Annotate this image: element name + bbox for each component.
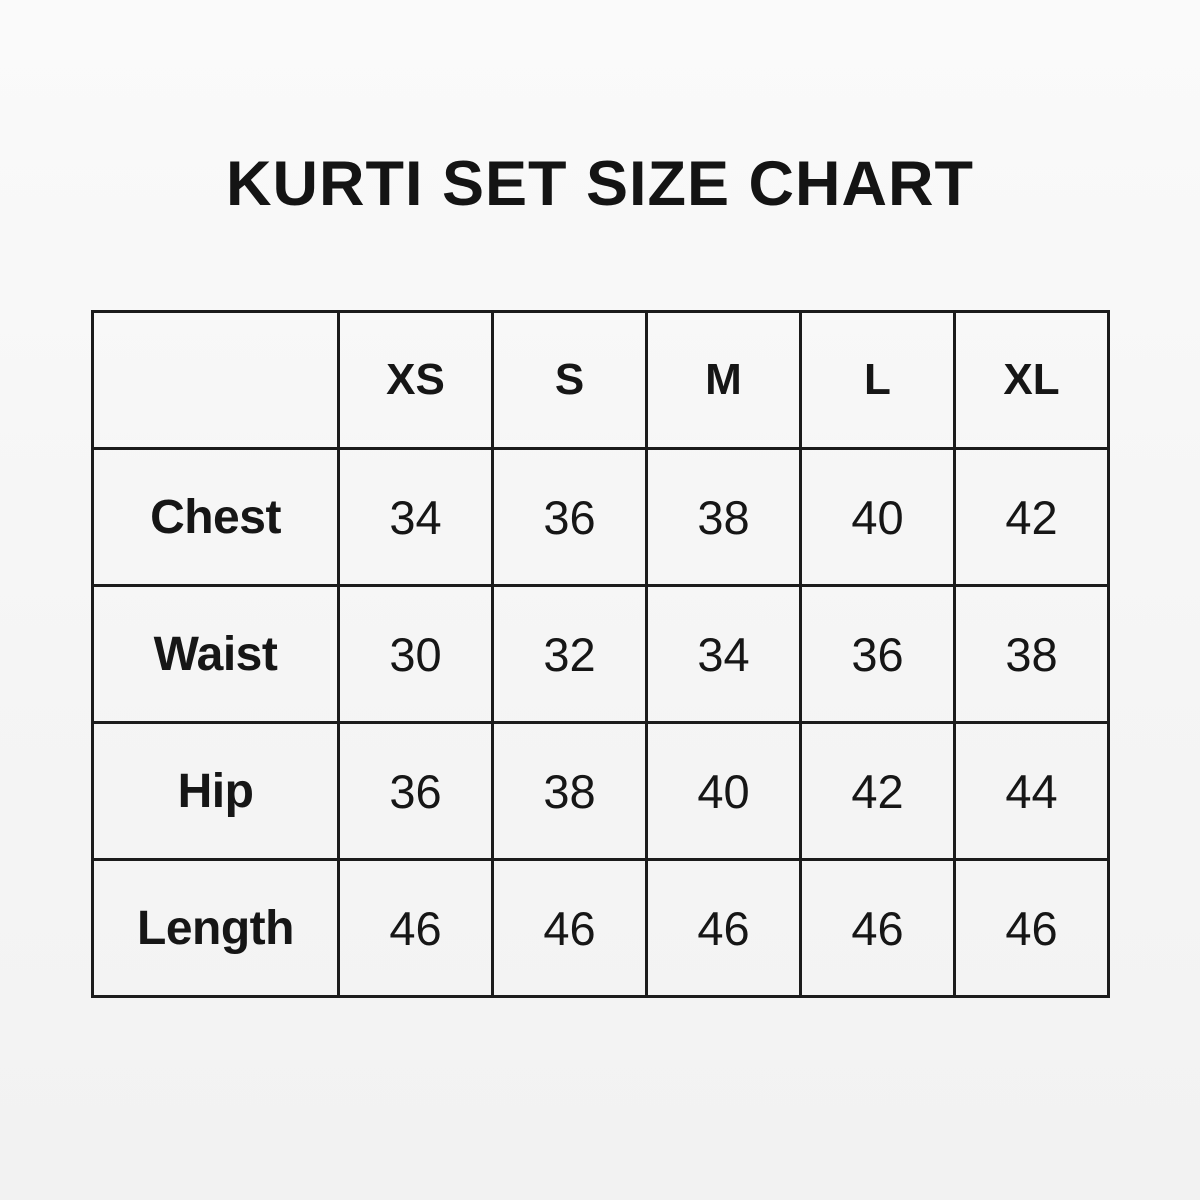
cell-length-xl: 46 <box>955 860 1109 997</box>
column-header-xs: XS <box>339 312 493 449</box>
cell-chest-xs: 34 <box>339 449 493 586</box>
cell-chest-l: 40 <box>801 449 955 586</box>
cell-chest-xl: 42 <box>955 449 1109 586</box>
cell-length-l: 46 <box>801 860 955 997</box>
page-title: KURTI SET SIZE CHART <box>225 149 974 219</box>
cell-hip-xs: 36 <box>339 723 493 860</box>
cell-waist-xs: 30 <box>339 586 493 723</box>
cell-waist-m: 34 <box>647 586 801 723</box>
table-header <box>93 312 1109 449</box>
cell-hip-s: 38 <box>493 723 647 860</box>
table-row <box>93 586 1109 723</box>
size-chart-table-wrapper <box>91 310 1109 998</box>
table-corner-cell <box>93 312 339 449</box>
row-label-length: Length <box>93 860 339 997</box>
table-row <box>93 723 1109 860</box>
column-header-l: L <box>801 312 955 449</box>
cell-waist-s: 32 <box>493 586 647 723</box>
cell-hip-m: 40 <box>647 723 801 860</box>
cell-hip-l: 42 <box>801 723 955 860</box>
cell-waist-l: 36 <box>801 586 955 723</box>
table-row <box>93 860 1109 997</box>
row-label-chest: Chest <box>93 449 339 586</box>
cell-hip-xl: 44 <box>955 723 1109 860</box>
cell-chest-s: 36 <box>493 449 647 586</box>
cell-waist-xl: 38 <box>955 586 1109 723</box>
size-chart-table <box>91 310 1110 998</box>
column-header-s: S <box>493 312 647 449</box>
table-row <box>93 449 1109 586</box>
table-body <box>93 449 1109 997</box>
column-header-m: M <box>647 312 801 449</box>
cell-length-m: 46 <box>647 860 801 997</box>
table-header-row <box>93 312 1109 449</box>
cell-length-s: 46 <box>493 860 647 997</box>
row-label-waist: Waist <box>93 586 339 723</box>
column-header-xl: XL <box>955 312 1109 449</box>
row-label-hip: Hip <box>93 723 339 860</box>
cell-length-xs: 46 <box>339 860 493 997</box>
cell-chest-m: 38 <box>647 449 801 586</box>
